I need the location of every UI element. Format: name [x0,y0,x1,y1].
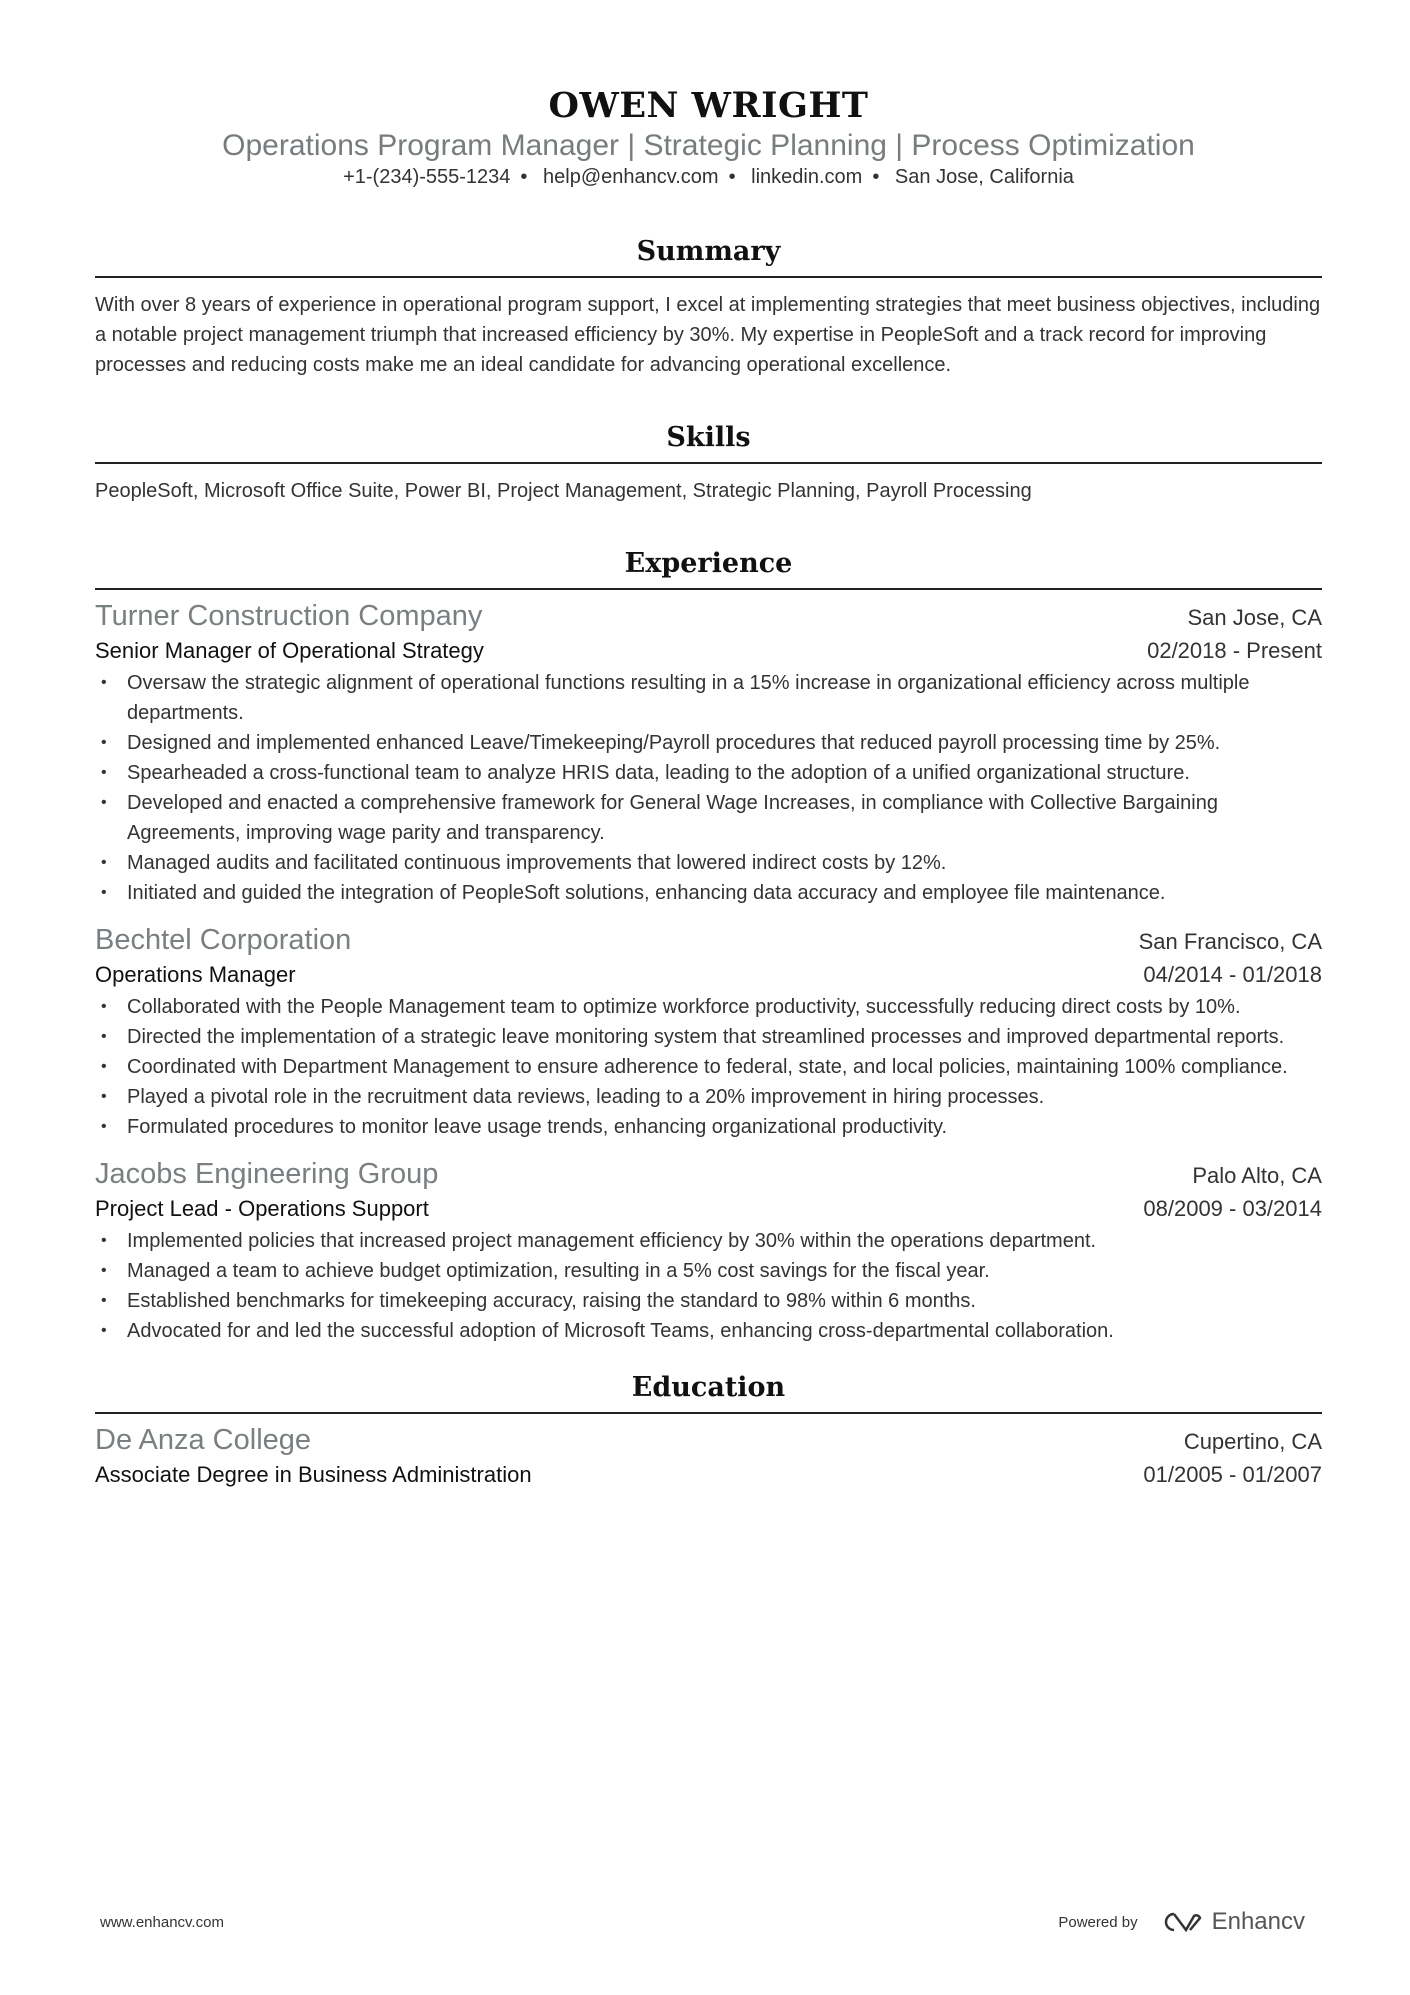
job-dates: 02/2018 - Present [1147,638,1322,663]
bullet-item: • Managed a team to achieve budget optimization, resulting in a 5% cost savings for the fiscal year. [95,1256,1322,1286]
linkedin[interactable]: linkedin.com [751,166,863,188]
job-entry [95,922,1322,1142]
summary-heading: Summary [636,236,781,267]
job-title: Operations Manager [95,962,296,987]
education-dates: 01/2005 - 01/2007 [1143,1462,1322,1487]
divider [95,1412,1322,1414]
bullet-item: • Implemented policies that increased project management efficiency by 30% within the operations department. [95,1226,1322,1256]
enhancv-logo[interactable] [1160,1908,1305,1936]
powered-by-label: Powered by [1058,1913,1138,1931]
phone: +1-(234)-555-1234 [343,166,511,188]
headline: Operations Program Manager | Strategic Planning | Process Optimization [222,129,1195,162]
email[interactable]: help@enhancv.com [543,166,719,188]
bullet-item: • Formulated procedures to monitor leave usage trends, enhancing organizational productivity. [95,1112,1322,1142]
location: San Jose, California [894,166,1074,188]
job-location: San Jose, CA [1187,605,1322,630]
bullet-item: • Collaborated with the People Management team to optimize workforce productivity, successfully reducing direct costs by 10%. [95,992,1322,1022]
bullet-list [95,668,1322,908]
bullet-item: • Spearheaded a cross-functional team to analyze HRIS data, leading to the adoption of a unified organizational structure. [95,758,1322,788]
job-location: Palo Alto, CA [1192,1163,1322,1188]
experience-heading: Experience [624,548,793,579]
enhancv-logo-icon [1160,1910,1204,1934]
job-entry [95,1156,1322,1346]
company-name: Bechtel Corporation [95,924,352,956]
company-name: Turner Construction Company [95,600,483,632]
bullet-item: • Directed the implementation of a strategic leave monitoring system that streamlined processes and improved departmental reports. [95,1022,1322,1052]
divider [95,462,1322,464]
bullet-item: • Managed audits and facilitated continuous improvements that lowered indirect costs by 12%. [95,848,1322,878]
skills-heading: Skills [666,422,751,453]
job-location: San Francisco, CA [1138,929,1322,954]
job-title: Senior Manager of Operational Strategy [95,638,484,663]
job-title: Project Lead - Operations Support [95,1196,429,1221]
website-link[interactable]: www.enhancv.com [100,1913,224,1931]
bullet-item: • Advocated for and led the successful adoption of Microsoft Teams, enhancing cross-departmental collaboration. [95,1316,1322,1346]
summary-text: With over 8 years of experience in operational program support, I excel at implementing strategies that meet business objectives, including a notable project management triumph that increased efficiency by 30%. My expertise in PeopleSoft and a track record for improving processes and reducing costs make me an ideal candidate for advancing operational excellence. [95,294,1321,376]
bullet-list [95,992,1322,1142]
job-dates: 08/2009 - 03/2014 [1143,1196,1322,1221]
school: De Anza College [95,1424,312,1456]
bullet-list [95,1226,1322,1346]
bullet-item: • Played a pivotal role in the recruitment data reviews, leading to a 20% improvement in hiring processes. [95,1082,1322,1112]
candidate-name: OWEN WRIGHT [548,85,869,126]
bullet-item: • Initiated and guided the integration of PeopleSoft solutions, enhancing data accuracy and employee file maintenance. [95,878,1322,908]
divider [95,588,1322,590]
company-name: Jacobs Engineering Group [95,1158,439,1190]
school-location: Cupertino, CA [1183,1429,1322,1454]
experience-list [95,598,1322,1346]
education-item [95,1422,1322,1492]
bullet-item: • Developed and enacted a comprehensive framework for General Wage Increases, in compliance with Collective Bargaining Agreements, improving wage parity and transparency. [95,788,1322,848]
bullet-item: • Designed and implemented enhanced Leave/Timekeeping/Payroll procedures that reduced payroll processing time by 25%. [95,728,1322,758]
job-dates: 04/2014 - 01/2018 [1143,962,1322,987]
degree: Associate Degree in Business Administration [95,1462,532,1487]
brand-name: Enhancv [1211,1908,1305,1935]
contact-line: +1-(234)-555-1234 • help@enhancv.com • linkedin.com • San Jose, California [343,166,1074,188]
bullet-item: • Oversaw the strategic alignment of operational functions resulting in a 15% increase in organizational efficiency across multiple departments. [95,668,1322,728]
resume [95,0,1322,1492]
skills-text: PeopleSoft, Microsoft Office Suite, Power BI, Project Management, Strategic Planning, Payroll Processing [95,480,1032,502]
divider [95,276,1322,278]
bullet-item: • Coordinated with Department Management to ensure adherence to federal, state, and local policies, maintaining 100% compliance. [95,1052,1322,1082]
footer [100,1908,1305,1936]
job-entry [95,598,1322,908]
education-heading: Education [631,1372,786,1403]
bullet-item: • Established benchmarks for timekeeping accuracy, raising the standard to 98% within 6 months. [95,1286,1322,1316]
